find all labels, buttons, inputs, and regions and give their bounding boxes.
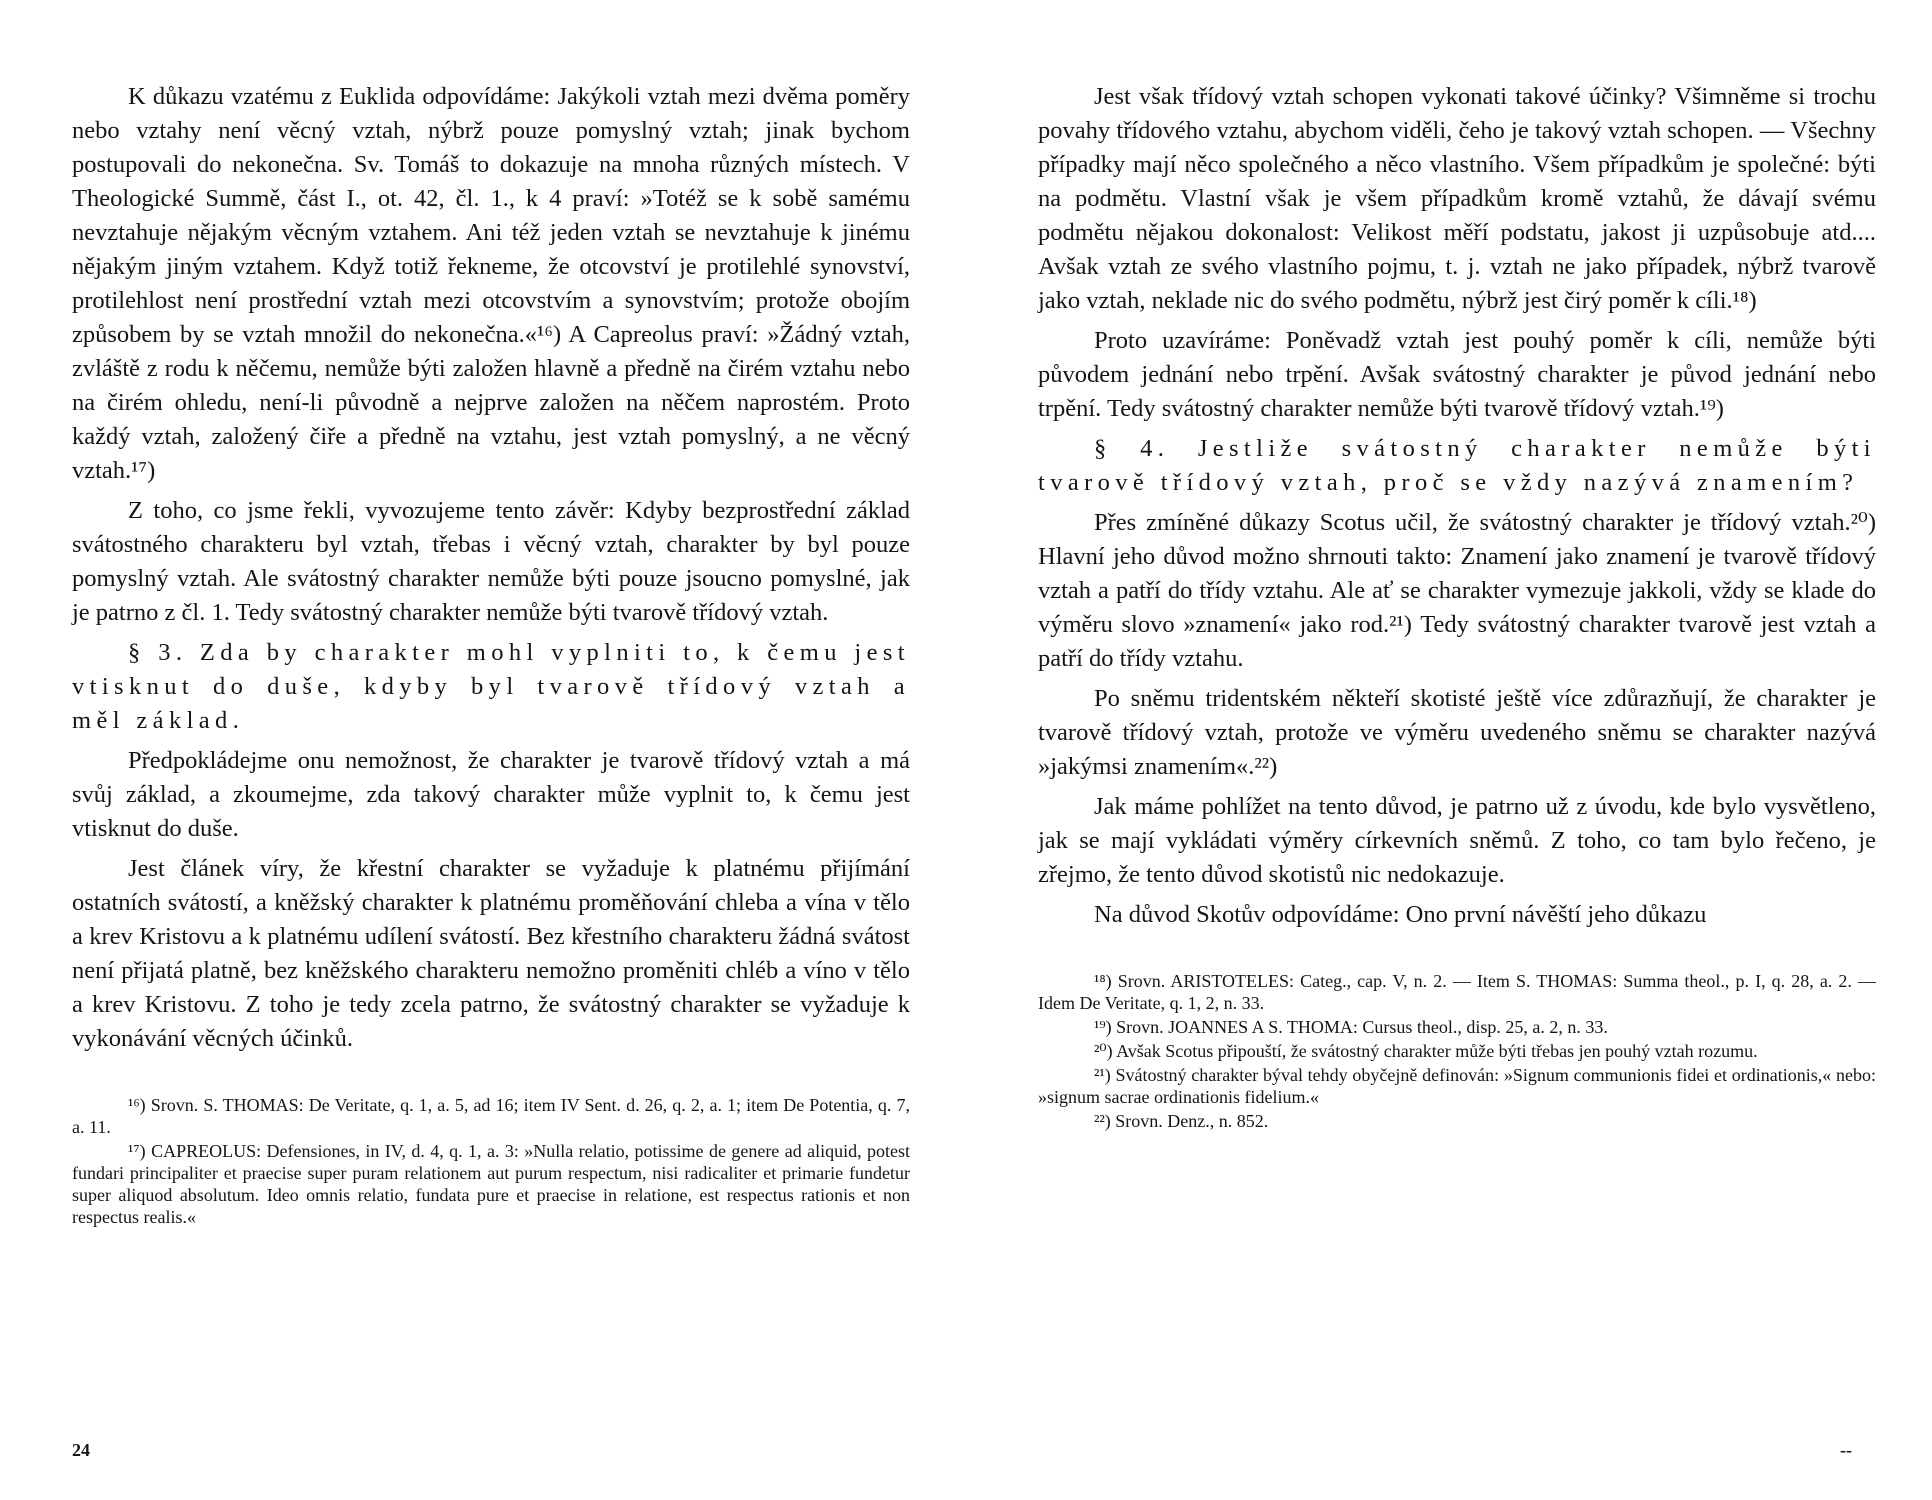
paragraph: Na důvod Skotův odpovídáme: Ono první návěští jeho důkazu <box>1094 901 1707 928</box>
footnote: ¹⁸) Srovn. ARISTOTELES: Categ., cap. V, n. 2. — Item S. THOMAS: Summa theol., p. I, q. 28, a. 2. — Idem De Veritate, q. 1, 2, n. 33. <box>1038 971 1876 1013</box>
paragraph: Jak máme pohlížet na tento důvod, je patrno už z úvodu, kde bylo vysvětleno, jak se mají vykládati výměry církevních sněmů. Z toho, co tam bylo řečeno, je zřejmo, že tento důvod skotistů nic nedokazuje. <box>1038 793 1876 888</box>
paragraph: Jest článek víry, že křestní charakter se vyžaduje k platnému přijímání ostatních svátostí, a kněžský charakter k platnému proměňování chleba a vína v tělo a krev Kristovu a k platnému udílení svátostí. Bez křestního charakteru žádná svátost není přijatá platně, bez kněžského charakteru nemožno proměniti chléb a víno v tělo a krev Kristovu. Z toho je tedy zcela patrno, že svátostný charakter se vyžaduje k vykonávání věcných účinků. <box>72 855 910 1052</box>
paragraph: Jest však třídový vztah schopen vykonati takové účinky? Všimněme si trochu povahy třídového vztahu, abychom viděli, čeho je takový vztah schopen. — Všechny případky mají něco společného a něco vlastního. Všem případkům je společné: býti na podmětu. Vlastní však je všem případkům kromě vztahů, že dávají svému podmětu nějakou dokonalost: Velikost měří podstatu, jakost ji uzpůsobuje atd.... Avšak vztah ze svého vlastního pojmu, t. j. vztah ne jako případek, nýbrž tvarově jako vztah, neklade nic do svého podmětu, nýbrž jest čirý poměr k cíli.¹⁸) <box>1038 83 1876 314</box>
paragraph: Přes zmíněné důkazy Scotus učil, že svátostný charakter je třídový vztah.²⁰) Hlavní jeho důvod možno shrnouti takto: Znamení jako znamení je tvarově třídový vztah a patří do třídy vztahu. Ale ať se charakter vymezuje jakkoli, vždy se klade do výměru slovo »znamení« jako rod.²¹) Tedy svátostný charakter tvarově jest vztah a patří do třídy vztahu. <box>1038 509 1876 672</box>
section-heading: § 3. Zda by charakter mohl vyplniti to, k čemu jest vtisknut do duše, kdyby byl tvarově třídový vztah a měl základ. <box>72 639 910 734</box>
left-page <box>72 80 910 1230</box>
footnote: ¹⁶) Srovn. S. THOMAS: De Veritate, q. 1, a. 5, ad 16; item IV Sent. d. 26, q. 2, a. 1; item De Potentia, q. 7, a. 11. <box>72 1095 910 1137</box>
paragraph: K důkazu vzatému z Euklida odpovídáme: Jakýkoli vztah mezi dvěma poměry nebo vztahy není věcný vztah, nýbrž pouze pomyslný vztah; jinak bychom postupovali do nekonečna. Sv. Tomáš to dokazuje na mnoha různých místech. V Theologické Summě, část I., ot. 42, čl. 1., k 4 praví: »Totéž se k sobě samému nevztahuje nějakým věcným vztahem. Ani též jeden vztah se nevztahuje k jinému nějakým jiným vztahem. Když totiž řekneme, že otcovství je protilehlé synovství, protilehlost není prostřední vztah mezi otcovstvím a synovstvím; protože obojím způsobem by se vztah množil do nekonečna.«¹⁶) A Capreolus praví: »Žádný vztah, zvláště z rodu k něčemu, nemůže býti založen hlavně a předně na čirém vztahu nebo na čirém ohledu, není-li původně a nejprve založen na něčem naprostém. Proto každý vztah, založený čiře a předně na vztahu, jest vztah pomyslný, a ne věcný vztah.¹⁷) <box>72 83 910 484</box>
page-number-left: 24 <box>72 1440 90 1460</box>
paragraph: Předpokládejme onu nemožnost, že charakter je tvarově třídový vztah a má svůj základ, a zkoumejme, zda takový charakter může vyplnit to, k čemu jest vtisknut do duše. <box>72 747 910 842</box>
footnote: ²¹) Svátostný charakter býval tehdy obyčejně definován: »Signum communionis fidei et ordinationis,« nebo: »signum sacrae ordinationis fidelium.« <box>1038 1065 1876 1107</box>
footnote: ²²) Srovn. Denz., n. 852. <box>1094 1111 1269 1131</box>
footnote: ¹⁷) CAPREOLUS: Defensiones, in IV, d. 4, q. 1, a. 3: »Nulla relatio, potissime de genere ad aliquid, potest fundari principaliter et praecise super puram relationem aut purum respectum, nisi radicaliter et primarie fundetur super aliquod absolutum. Ideo omnis relatio, fundata pure et praecise in relatione, est respectus rationis et non respectus realis.« <box>72 1141 910 1227</box>
section-heading: § 4. Jestliže svátostný charakter nemůže býti tvarově třídový vztah, proč se vždy nazývá znamením? <box>1038 435 1876 496</box>
right-footnotes <box>1038 970 1876 1132</box>
footnote: ²⁰) Avšak Scotus připouští, že svátostný charakter může býti třebas jen pouhý vztah rozumu. <box>1094 1041 1758 1061</box>
right-page <box>1038 80 1876 1134</box>
page-number-right: -- <box>1840 1440 1852 1460</box>
paragraph: Po sněmu tridentském někteří skotisté ještě více zdůrazňují, že charakter je tvarově třídový vztah, protože ve výměru uvedeného sněmu se charakter nazývá »jakýmsi znamením«.²²) <box>1038 685 1876 780</box>
left-body-text <box>72 80 910 1056</box>
right-body-text <box>1038 80 1876 932</box>
left-footnotes <box>72 1094 910 1228</box>
paragraph: Proto uzavíráme: Poněvadž vztah jest pouhý poměr k cíli, nemůže býti původem jednání nebo trpění. Avšak svátostný charakter je původ jednání nebo trpění. Tedy svátostný charakter nemůže býti tvarově třídový vztah.¹⁹) <box>1038 327 1876 422</box>
footnote: ¹⁹) Srovn. JOANNES A S. THOMA: Cursus theol., disp. 25, a. 2, n. 33. <box>1094 1017 1608 1037</box>
paragraph: Z toho, co jsme řekli, vyvozujeme tento závěr: Kdyby bezprostřední základ svátostného charakteru byl vztah, třebas i věcný vztah, charakter by byl pouze pomyslný vztah. Ale svátostný charakter nemůže býti pouze jsoucno pomyslné, jak je patrno z čl. 1. Tedy svátostný charakter nemůže býti tvarově třídový vztah. <box>72 497 910 626</box>
